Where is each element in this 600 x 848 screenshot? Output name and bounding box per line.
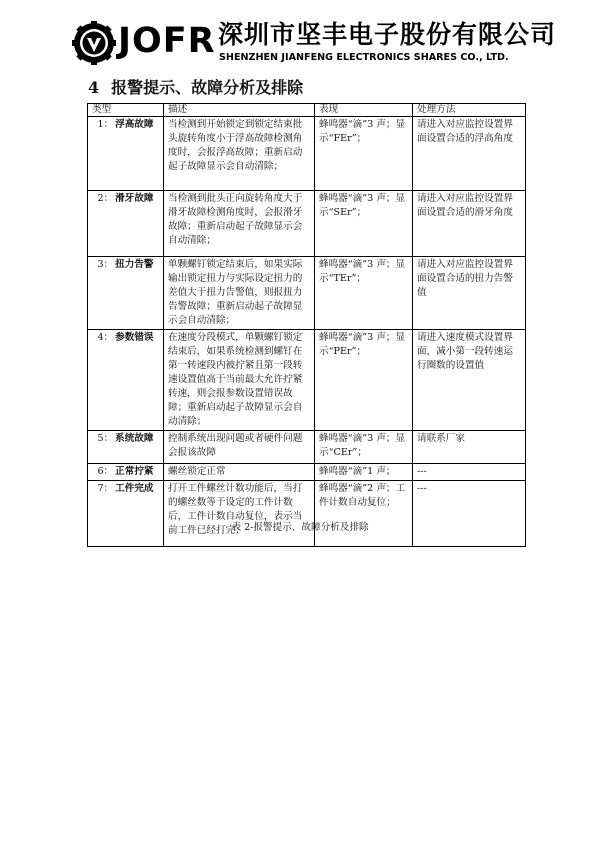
alarm-type-cell [88,481,164,547]
alarm-name: 滑牙故障 [115,193,154,204]
document-header [72,17,557,67]
table-caption: 表 2-报警提示、故障分析及排除 [231,522,369,533]
alarm-index: 4： [97,332,114,343]
alarm-behavior: 蜂鸣器“滴”3 声；显示“PEr”； [315,330,413,431]
alarm-type-cell [88,257,164,330]
alarm-description: 当检测到开始锁定到锁定结束批头旋转角度小于浮高故障检测角度时，会报浮高故障；重新启动起子故障显示会自动清除； [164,117,315,191]
table-row [88,117,526,191]
alarm-description: 当检测到批头正向旋转角度大于滑牙故障检测角度时，会报滑牙故障；重新启动起子故障显示会自动清除； [164,191,315,257]
alarm-behavior: 蜂鸣器“滴”3 声；显示“TEr”； [315,257,413,330]
alarm-behavior: 蜂鸣器“滴”3 声；显示“CEr”； [315,431,413,464]
alarm-solution: 请进入对应监控设置界面设置合适的浮高角度 [413,117,526,191]
section-number: 4 [88,78,100,97]
brand-logo-text: JOFR [118,21,216,61]
section-title-text: 报警提示、故障分析及排除 [111,78,304,97]
header-behavior: 表现 [315,104,413,117]
alarm-description: 控制系统出现问题或者硬件问题会报该故障 [164,431,315,464]
alarm-index: 3： [97,259,114,270]
table-row [88,431,526,464]
table-row [88,191,526,257]
alarm-name: 浮高故障 [115,119,154,130]
alarm-behavior: 蜂鸣器“滴”1 声； [315,464,413,481]
header-type: 类型 [88,104,164,117]
alarm-type-cell [88,464,164,481]
company-name-english: SHENZHEN JIANFENG ELECTRONICS SHARES CO., LTD. [219,52,509,63]
alarm-behavior: 蜂鸣器“滴”3 声；显示“SEr”； [315,191,413,257]
alarm-index: 6： [97,466,114,477]
alarm-type-cell [88,117,164,191]
alarm-index: 5： [97,433,114,444]
alarm-behavior: 蜂鸣器“滴”3 声；显示“FEr”； [315,117,413,191]
alarm-type-cell [88,330,164,431]
alarm-description: 在速度分段模式，单颗螺钉锁定结束后，如果系统检测到螺钉在第一转速段内被拧紧且第一段转速设置值高于当前最大允许拧紧转速，则会报参数设置错误故障；重新启动起子故障显示会自动清除； [164,330,315,431]
company-name-chinese: 深圳市坚丰电子股份有限公司 [218,20,557,49]
alarm-table [87,103,526,547]
alarm-name: 参数错误 [115,332,154,343]
alarm-solution: --- [413,464,526,481]
table-row [88,464,526,481]
section-heading [88,78,303,98]
table-row [88,481,526,547]
alarm-description: 打开工件螺丝计数功能后，当打的螺丝数等于设定的工件计数后，工件计数自动复位，表示当前工件已经打完； [164,481,315,547]
alarm-name: 系统故障 [115,433,154,444]
alarm-solution: 请进入对应监控设置界面设置合适的扭力告警值 [413,257,526,330]
alarm-solution: 请进入速度模式设置界面，减小第一段转速运行圈数的设置值 [413,330,526,431]
gear-logo-icon [72,21,116,65]
alarm-type-cell [88,191,164,257]
alarm-name: 扭力告警 [115,259,154,270]
alarm-index: 2： [97,193,114,204]
header-description: 描述 [164,104,315,117]
alarm-behavior: 蜂鸣器“滴”2 声；工件计数自动复位； [315,481,413,547]
alarm-name: 正常拧紧 [115,466,154,477]
header-solution: 处理方法 [413,104,526,117]
alarm-solution: --- [413,481,526,547]
table-row [88,257,526,330]
alarm-solution: 请进入对应监控设置界面设置合适的滑牙角度 [413,191,526,257]
table-header-row [88,104,526,117]
alarm-description: 单颗螺钉锁定结束后，如果实际输出锁定扭力与实际设定扭力的差值大于扭力告警值，则报扭力告警故障；重新启动起子故障显示会自动清除； [164,257,315,330]
alarm-name: 工件完成 [115,483,154,494]
alarm-index: 7： [97,483,114,494]
alarm-solution: 请联系厂家 [413,431,526,464]
alarm-type-cell [88,431,164,464]
alarm-description: 螺丝锁定正常 [164,464,315,481]
alarm-index: 1： [97,119,114,130]
table-row [88,330,526,431]
